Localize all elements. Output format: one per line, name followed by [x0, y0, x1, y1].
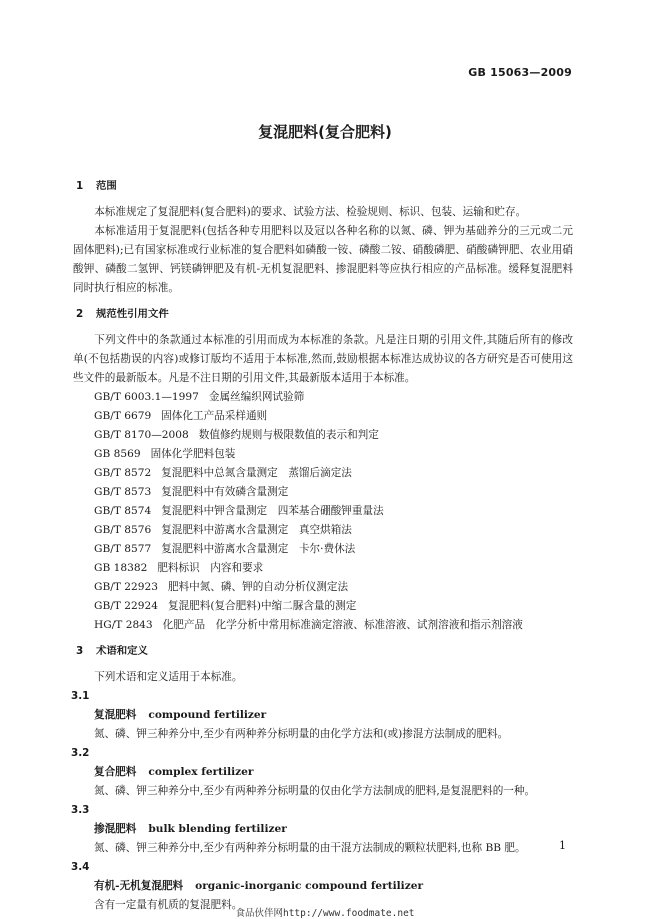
reference-name: 复混肥料中钾含量测定 四苯基合硼酸钾重量法 [161, 505, 384, 517]
term-number: 3.4 [71, 861, 90, 873]
term-definition: 氮、磷、钾三种养分中,至少有两种养分标明量的由化学方法和(或)掺混方法制成的肥料。 [94, 728, 509, 740]
section-title: 术语和定义 [96, 645, 148, 657]
standard-number: GB 15063—2009 [468, 66, 572, 79]
term-zh: 有机-无机复混肥料 [94, 880, 184, 892]
reference-name: 复混肥料中总氮含量测定 蒸馏后滴定法 [161, 467, 352, 479]
list-item [94, 388, 573, 407]
reference-code: GB/T 8577 [94, 543, 152, 555]
list-item [94, 502, 573, 521]
reference-code: GB/T 8170—2008 [94, 429, 189, 441]
term-number: 3.2 [71, 747, 90, 759]
term-en: bulk blending fertilizer [148, 823, 287, 835]
reference-name: 复混肥料中有效磷含量测定 [161, 486, 289, 498]
reference-name: 固体化学肥料包装 [150, 448, 236, 460]
list-item [94, 521, 573, 540]
reference-code: GB/T 6679 [94, 410, 152, 422]
list-item [94, 578, 573, 597]
reference-name: 复混肥料(复合肥料)中缩二脲含量的测定 [167, 600, 357, 612]
list-item [94, 616, 573, 635]
list-item [94, 483, 573, 502]
list-item [94, 597, 573, 616]
section-number: 1 [76, 180, 84, 192]
reference-name: 复混肥料中游离水含量测定 卡尔·费休法 [161, 543, 356, 555]
term-zh: 复混肥料 [94, 709, 137, 721]
reference-list [73, 388, 573, 635]
term-definition: 含有一定量有机质的复混肥料。 [94, 899, 243, 911]
term-heading [73, 877, 573, 896]
list-item [94, 445, 573, 464]
term-en: organic-inorganic compound fertilizer [195, 880, 424, 892]
footer-watermark: 食品伙伴网http://www.foodmate.net [235, 908, 415, 919]
reference-code: HG/T 2843 [94, 619, 153, 631]
term-zh: 掺混肥料 [94, 823, 137, 835]
reference-name: 固体化工产品采样通则 [161, 410, 268, 422]
paragraph: 下列术语和定义适用于本标准。 [94, 671, 243, 683]
section-heading-terms-definitions [73, 642, 573, 661]
reference-code: GB/T 22923 [94, 581, 158, 593]
reference-code: GB/T 8573 [94, 486, 152, 498]
paragraph: 本标准规定了复混肥料(复合肥料)的要求、试验方法、检验规则、标识、包装、运输和贮存。 [94, 206, 527, 218]
list-item [94, 540, 573, 559]
list-item [94, 464, 573, 483]
term-heading [73, 706, 573, 725]
term-number: 3.1 [71, 690, 90, 702]
list-item [94, 407, 573, 426]
reference-name: 肥料标识 内容和要求 [157, 562, 264, 574]
document-title: 复混肥料(复合肥料) [258, 123, 392, 141]
reference-name: 数值修约规则与极限数值的表示和判定 [198, 429, 379, 441]
section-title: 范围 [96, 180, 117, 192]
paragraph: 本标准适用于复混肥料(包括各种专用肥料以及冠以各种名称的以氮、磷、钾为基础养分的三元或二元固体肥料);已有国家标准或行业标准的复合肥料如磷酸一铵、磷酸二铵、硝酸磷肥、硝酸磷钾肥、农业用硝酸钾、磷酸二氢钾、钙镁磷钾肥及有机-无机复混肥料、掺混肥料等应执行相应的产品标准。缓释复混肥料同时执行相应的标准。 [73, 225, 573, 294]
reference-code: GB/T 8576 [94, 524, 152, 536]
paragraph: 下列文件中的条款通过本标准的引用而成为本标准的条款。凡是注日期的引用文件,其随后所有的修改单(不包括勘误的内容)或修订版均不适用于本标准,然而,鼓励根据本标准达成协议的各方研究是否可使用这些文件的最新版本。凡是不注日期的引用文件,其最新版本适用于本标准。 [73, 334, 573, 384]
term-definition: 氮、磷、钾三种养分中,至少有两种养分标明量的仅由化学方法制成的肥料,是复混肥料的一种。 [94, 785, 536, 797]
reference-code: GB 18382 [94, 562, 148, 574]
term-zh: 复合肥料 [94, 766, 137, 778]
term-en: complex fertilizer [148, 766, 254, 778]
section-heading-normative-references [73, 305, 573, 324]
term-number: 3.3 [71, 804, 90, 816]
term-heading [73, 820, 573, 839]
document-body [73, 177, 573, 915]
reference-name: 化肥产品 化学分析中常用标准滴定溶液、标准溶液、试剂溶液和指示剂溶液 [162, 619, 523, 631]
term-definition: 氮、磷、钾三种养分中,至少有两种养分标明量的由干混方法制成的颗粒状肥料,也称 BB 肥。 [94, 842, 526, 854]
list-item [94, 426, 573, 445]
reference-code: GB/T 8574 [94, 505, 152, 517]
reference-name: 金属丝编织网试验筛 [208, 391, 305, 403]
reference-code: GB/T 8572 [94, 467, 152, 479]
reference-name: 复混肥料中游离水含量测定 真空烘箱法 [161, 524, 352, 536]
reference-name: 肥料中氮、磷、钾的自动分析仪测定法 [167, 581, 349, 593]
page-number: 1 [559, 839, 566, 852]
section-number: 3 [76, 645, 84, 657]
term-heading [73, 763, 573, 782]
section-number: 2 [76, 308, 84, 320]
section-title: 规范性引用文件 [96, 308, 169, 320]
section-heading-scope [73, 177, 573, 196]
term-en: compound fertilizer [148, 709, 267, 721]
reference-code: GB/T 22924 [94, 600, 158, 612]
reference-code: GB/T 6003.1—1997 [94, 391, 199, 403]
reference-code: GB 8569 [94, 448, 141, 460]
list-item [94, 559, 573, 578]
